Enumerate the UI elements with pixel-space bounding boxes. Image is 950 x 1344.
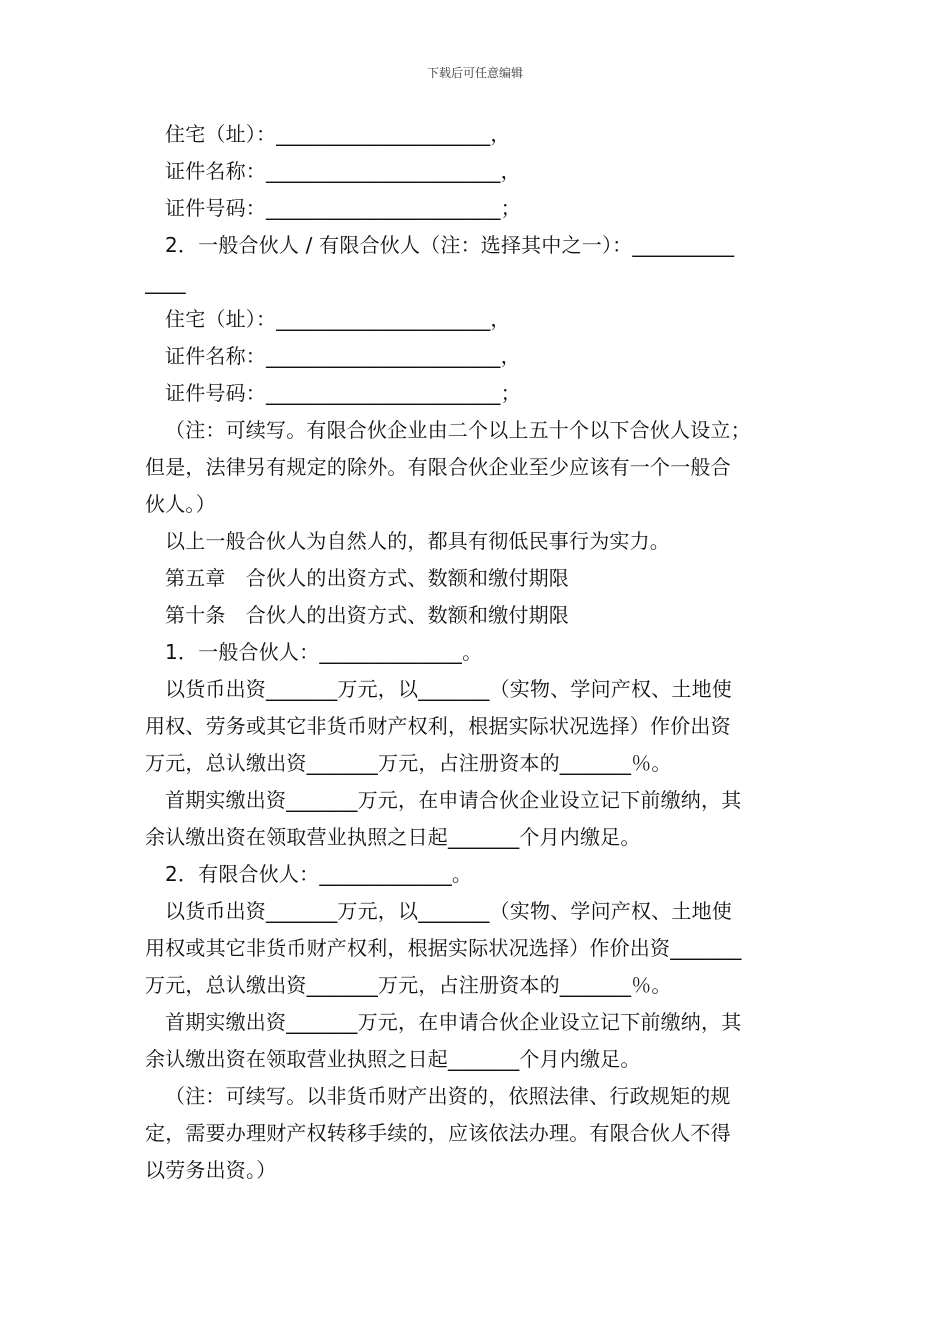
text-line: 以劳务出资。） bbox=[145, 1158, 277, 1182]
text-line: 余认缴出资在领取营业执照之日起_______个月内缴足。 bbox=[145, 825, 641, 849]
document-body bbox=[145, 116, 807, 1189]
text-line: 用权或其它非货币财产权利，根据实际状况选择）作价出资_______ bbox=[145, 936, 742, 960]
text-line: 2．一般合伙人 / 有限合伙人（注：选择其中之一）：__________ bbox=[165, 233, 735, 257]
text-line: 2．有限合伙人：_____________。 bbox=[165, 862, 473, 886]
text-line: 第五章 合伙人的出资方式、数额和缴付期限 bbox=[165, 566, 569, 590]
text-line: 首期实缴出资_______万元，在申请合伙企业设立记下前缴纳，其 bbox=[165, 788, 742, 812]
text-line: 但是，法律另有规定的除外。有限合伙企业至少应该有一个一般合 bbox=[145, 455, 731, 479]
text-line: （注：可续写。以非货币财产出资的，依照法律、行政规矩的规 bbox=[165, 1084, 731, 1108]
text-line: 以上一般合伙人为自然人的，都具有彻低民事行为实力。 bbox=[165, 529, 670, 553]
text-line: 万元，总认缴出资_______万元，占注册资本的_______％。 bbox=[145, 973, 672, 997]
text-line: 证件名称：_______________________， bbox=[165, 344, 521, 368]
text-line: 以货币出资_______万元，以_______（实物、学问产权、土地使 bbox=[165, 677, 732, 701]
text-line: 以货币出资_______万元，以_______（实物、学问产权、土地使 bbox=[165, 899, 732, 923]
text-line: 证件号码：_______________________； bbox=[165, 196, 521, 220]
text-line: 定，需要办理财产权转移手续的，应该依法办理。有限合伙人不得 bbox=[145, 1121, 731, 1145]
text-line: 第十条 合伙人的出资方式、数额和缴付期限 bbox=[165, 603, 569, 627]
text-line: 住宅（址）：_____________________， bbox=[165, 122, 511, 146]
text-line: 证件号码：_______________________； bbox=[165, 381, 521, 405]
page-header: 下载后可任意编辑 bbox=[426, 66, 523, 80]
text-line: 证件名称：_______________________， bbox=[165, 159, 521, 183]
text-line: 余认缴出资在领取营业执照之日起_______个月内缴足。 bbox=[145, 1047, 641, 1071]
text-line: 万元，总认缴出资_______万元，占注册资本的_______％。 bbox=[145, 751, 672, 775]
text-line: 住宅（址）：_____________________， bbox=[165, 307, 511, 331]
text-line: 首期实缴出资_______万元，在申请合伙企业设立记下前缴纳，其 bbox=[165, 1010, 742, 1034]
text-line: ____ bbox=[145, 270, 186, 294]
text-line: （注：可续写。有限合伙企业由二个以上五十个以下合伙人设立； bbox=[165, 418, 751, 442]
text-line: 用权、劳务或其它非货币财产权利，根据实际状况选择）作价出资 bbox=[145, 714, 731, 738]
text-line: 1．一般合伙人：______________。 bbox=[165, 640, 483, 664]
text-line: 伙人。） bbox=[145, 492, 216, 516]
